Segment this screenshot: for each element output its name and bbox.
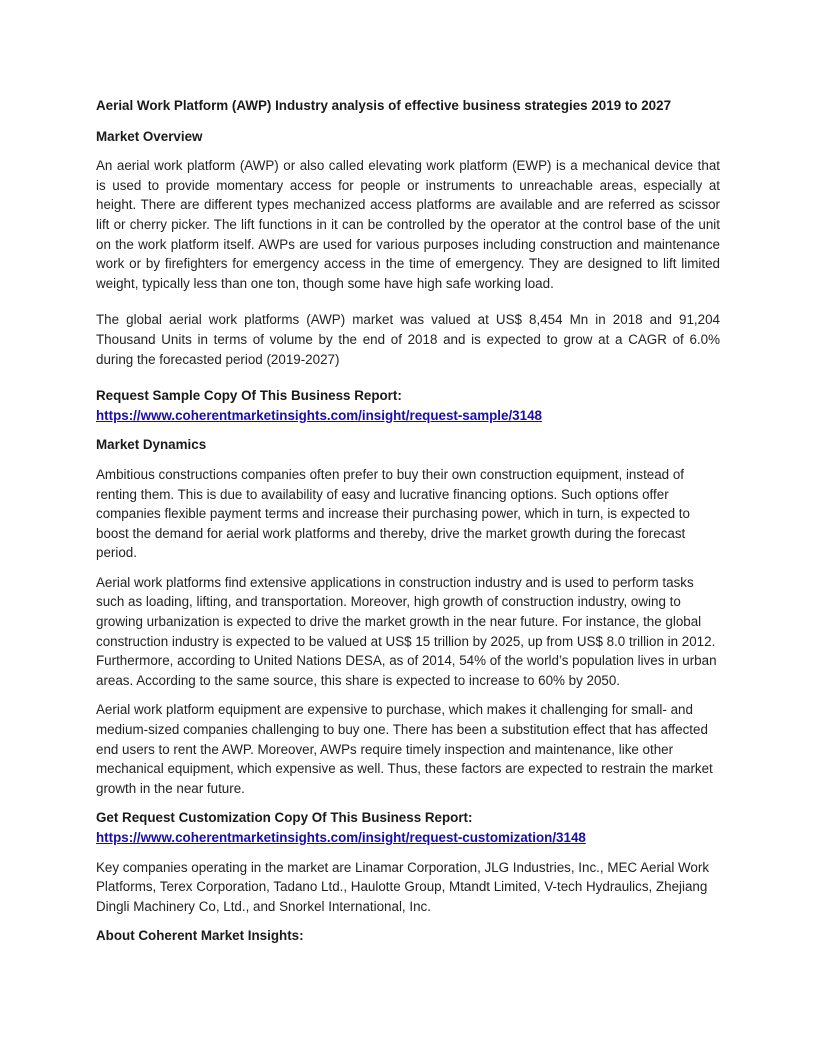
market-dynamics-paragraph-2: Aerial work platforms find extensive applications in construction industry and is used to perform tasks such as loading, lifting, and transportation. Moreover, high growth of construction industry, owing to growing urbanization is expected to drive the market growth in the near future. For instance, the global construction industry is expected to be valued at US$ 15 trillion by 2025, up from US$ 8.0 trillion in 2012. Furthermore, according to United Nations DESA, as of 2014, 54% of the world’s population lives in urban areas. According to the same source, this share is expected to increase to 60% by 2050. [96, 574, 717, 688]
customization-request-link[interactable]: https://www.coherentmarketinsights.com/insight/request-customization/3148 [96, 830, 586, 845]
customization-request-block [96, 808, 720, 847]
document-page [96, 96, 720, 946]
customization-request-label: Get Request Customization Copy Of This Business Report: [96, 810, 473, 826]
document-title: Aerial Work Platform (AWP) Industry analysis of effective business strategies 2019 to 2027 [96, 98, 672, 113]
market-overview-paragraph-1: An aerial work platform (AWP) or also called elevating work platform (EWP) is a mechanical device that is used to provide momentary access for people or instruments to unreachable areas, especially at height. There are different types mechanized access platforms are available and are referred as scissor lift or cherry picker. The lift functions in it can be controlled by the operator at the control base of the unit on the work platform itself. AWPs are used for various purposes including construction and maintenance work or by firefighters for emergency access in the time of emergency. They are designed to lift limited weight, typically less than one ton, though some have high safe working load. [96, 158, 720, 291]
sample-request-block [96, 386, 720, 425]
sample-request-label: Request Sample Copy Of This Business Report: [96, 388, 402, 404]
market-overview-paragraph-2: The global aerial work platforms (AWP) market was valued at US$ 8,454 Mn in 2018 and 91,204 Thousand Units in terms of volume by the end of 2018 and is expected to grow at a CAGR of 6.0% during the forecasted period (2019-2027) [96, 312, 720, 367]
market-dynamics-paragraph-3: Aerial work platform equipment are expensive to purchase, which makes it challenging for small- and medium-sized companies challenging to buy one. There has been a substitution effect that has affected end users to rent the AWP. Moreover, AWPs require timely inspection and maintenance, like other mechanical equipment, which expensive as well. Thus, these factors are expected to restrain the market growth in the near future. [96, 702, 713, 796]
market-dynamics-paragraph-1: Ambitious constructions companies often prefer to buy their own construction equipment, instead of renting them. This is due to availability of easy and lucrative financing options. Such options offer companies flexible payment terms and increase their purchasing power, which in turn, is expected to boost the demand for aerial work platforms and thereby, drive the market growth during the forecast period. [96, 466, 690, 561]
market-dynamics-heading: Market Dynamics [96, 437, 207, 453]
key-companies-paragraph: Key companies operating in the market are Linamar Corporation, JLG Industries, Inc., MEC Aerial Work Platforms, Terex Corporation, Tadano Ltd., Haulotte Group, Mtandt Limited, V-tech Hydraulics, Zhejiang Dingli Machinery Co, Ltd., and Snorkel International, Inc. [96, 859, 710, 914]
market-overview-heading: Market Overview [96, 128, 203, 144]
sample-request-link[interactable]: https://www.coherentmarketinsights.com/insight/request-sample/3148 [96, 407, 542, 423]
about-heading: About Coherent Market Insights: [96, 928, 304, 944]
